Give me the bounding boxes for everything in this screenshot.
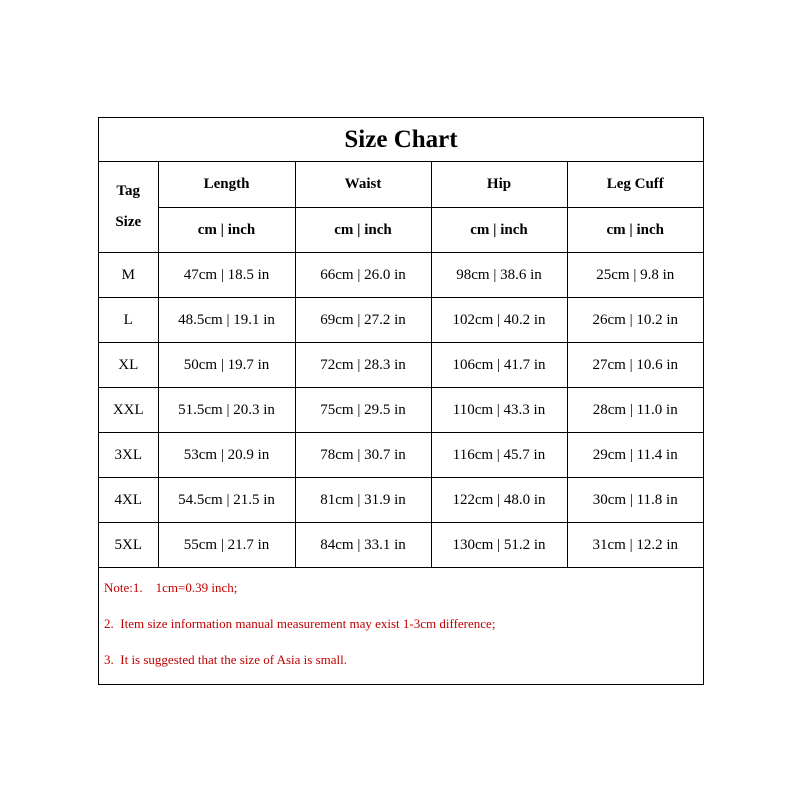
hip-cell: 110cm | 43.3 in [431, 388, 567, 433]
leg-cuff-cell: 29cm | 11.4 in [567, 433, 703, 478]
table-row [99, 523, 703, 568]
table-row [99, 298, 703, 343]
size-cell: XL [99, 343, 158, 388]
tag-size-line1: Tag [116, 183, 141, 199]
unit-label: cm | inch [567, 208, 703, 253]
waist-cell: 75cm | 29.5 in [295, 388, 431, 433]
tag-size-line2: Size [115, 214, 142, 230]
hip-cell: 116cm | 45.7 in [431, 433, 567, 478]
unit-label: cm | inch [295, 208, 431, 253]
leg-cuff-cell: 30cm | 11.8 in [567, 478, 703, 523]
length-cell: 55cm | 21.7 in [158, 523, 295, 568]
waist-cell: 66cm | 26.0 in [295, 253, 431, 298]
leg-cuff-cell: 31cm | 12.2 in [567, 523, 703, 568]
size-table [99, 162, 703, 568]
length-cell: 50cm | 19.7 in [158, 343, 295, 388]
note-3: 3. It is suggested that the size of Asia is small. [104, 652, 347, 667]
waist-cell: 84cm | 33.1 in [295, 523, 431, 568]
length-cell: 47cm | 18.5 in [158, 253, 295, 298]
unit-label: cm | inch [431, 208, 567, 253]
chart-title: Size Chart [99, 118, 703, 162]
size-chart [98, 117, 704, 685]
leg-cuff-cell: 27cm | 10.6 in [567, 343, 703, 388]
size-cell: 3XL [99, 433, 158, 478]
waist-cell: 78cm | 30.7 in [295, 433, 431, 478]
table-row [99, 253, 703, 298]
column-header-waist: Waist [295, 162, 431, 208]
waist-cell: 72cm | 28.3 in [295, 343, 431, 388]
hip-cell: 106cm | 41.7 in [431, 343, 567, 388]
waist-cell: 81cm | 31.9 in [295, 478, 431, 523]
column-header-leg-cuff: Leg Cuff [567, 162, 703, 208]
header-row [99, 162, 703, 208]
note-2: 2. Item size information manual measurement may exist 1-3cm difference; [104, 616, 496, 631]
length-cell: 53cm | 20.9 in [158, 433, 295, 478]
unit-label: cm | inch [158, 208, 295, 253]
table-row [99, 478, 703, 523]
table-row [99, 433, 703, 478]
size-cell: 5XL [99, 523, 158, 568]
size-cell: L [99, 298, 158, 343]
hip-cell: 130cm | 51.2 in [431, 523, 567, 568]
size-cell: 4XL [99, 478, 158, 523]
hip-cell: 98cm | 38.6 in [431, 253, 567, 298]
note-1: Note:1. 1cm=0.39 inch; [104, 580, 238, 595]
unit-row [99, 208, 703, 253]
hip-cell: 122cm | 48.0 in [431, 478, 567, 523]
hip-cell: 102cm | 40.2 in [431, 298, 567, 343]
length-cell: 48.5cm | 19.1 in [158, 298, 295, 343]
length-cell: 54.5cm | 21.5 in [158, 478, 295, 523]
leg-cuff-cell: 28cm | 11.0 in [567, 388, 703, 433]
size-cell: XXL [99, 388, 158, 433]
column-header-hip: Hip [431, 162, 567, 208]
leg-cuff-cell: 26cm | 10.2 in [567, 298, 703, 343]
tag-size-header [99, 162, 158, 253]
leg-cuff-cell: 25cm | 9.8 in [567, 253, 703, 298]
size-cell: M [99, 253, 158, 298]
table-row [99, 388, 703, 433]
table-row [99, 343, 703, 388]
column-header-length: Length [158, 162, 295, 208]
waist-cell: 69cm | 27.2 in [295, 298, 431, 343]
length-cell: 51.5cm | 20.3 in [158, 388, 295, 433]
